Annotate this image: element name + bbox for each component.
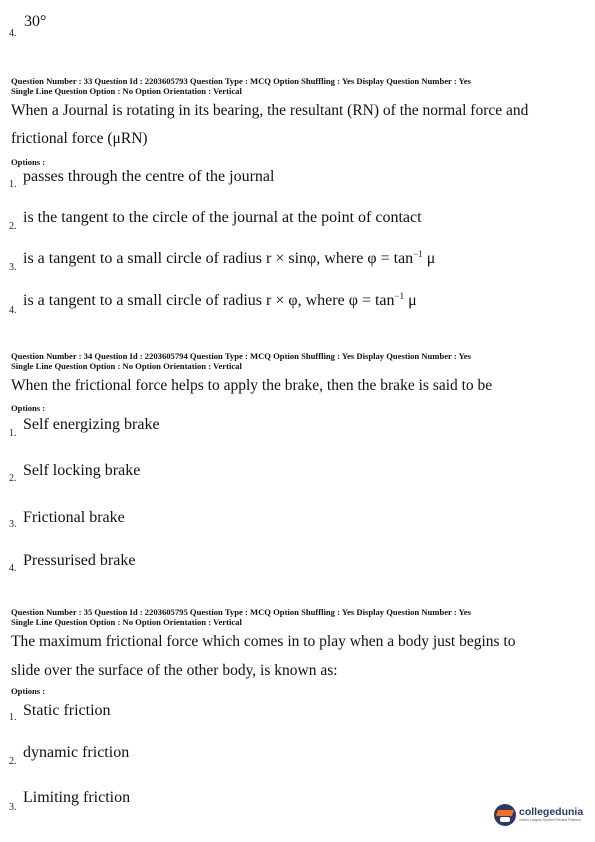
question-text: When a Journal is rotating in its bearing, the resultant (RN) of the normal force and [11, 102, 529, 119]
option-number: 4. [9, 563, 17, 574]
question-text: When the frictional force helps to apply the brake, then the brake is said to be [11, 377, 493, 394]
options-label: Options : [11, 157, 46, 167]
question-meta: Question Number : 34 Question Id : 2203605794 Question Type : MCQ Option Shuffling : Yes Display Question Number : Yes Single Line Question Option : No Option Orientation : Vertical [11, 351, 471, 371]
option-number: 3. [9, 802, 17, 813]
question-text: frictional force (μRN) [11, 130, 148, 147]
option-text: dynamic friction [23, 744, 130, 761]
option-text: Self energizing brake [23, 416, 160, 433]
option-text: 30° [24, 13, 47, 30]
question-text: slide over the surface of the other body, is known as: [11, 662, 338, 679]
option-number: 4. [9, 305, 17, 316]
option-number: 4. [9, 28, 17, 39]
logo-name: collegedunia [519, 806, 584, 818]
option-text: is the tangent to the circle of the journal at the point of contact [23, 209, 422, 226]
collegedunia-logo [494, 804, 583, 826]
option-text: Self locking brake [23, 462, 141, 479]
question-meta: Question Number : 35 Question Id : 2203605795 Question Type : MCQ Option Shuffling : Yes Display Question Number : Yes Single Line Question Option : No Option Orientation : Vertical [11, 607, 471, 627]
option-number: 2. [9, 221, 17, 232]
option-number: 1. [9, 179, 17, 190]
option-number: 1. [9, 712, 17, 723]
option-number: 3. [9, 519, 17, 530]
option-text: passes through the centre of the journal [23, 168, 275, 185]
question-text: The maximum frictional force which comes in to play when a body just begins to [11, 633, 516, 650]
option-number: 3. [9, 262, 17, 273]
question-meta: Question Number : 33 Question Id : 2203605793 Question Type : MCQ Option Shuffling : Yes Display Question Number : Yes Single Line Question Option : No Option Orientation : Vertical [11, 76, 471, 96]
options-label: Options : [11, 686, 46, 696]
option-text: Pressurised brake [23, 552, 136, 569]
option-text: Frictional brake [23, 509, 125, 526]
option-text: is a tangent to a small circle of radius r × φ, where $\varphi = \tan^{-1} \mu$ [23, 291, 417, 309]
logo-tagline: India's Largest Student Review Platform [519, 818, 582, 822]
option-text: Static friction [23, 702, 111, 719]
options-label: Options : [11, 403, 46, 413]
option-number: 2. [9, 756, 17, 767]
option-text: is a tangent to a small circle of radius r × sinφ, where $\varphi = \tan^{-1} \mu$ [23, 249, 436, 267]
graduation-cap-icon [494, 804, 516, 826]
option-number: 1. [9, 428, 17, 439]
option-number: 2. [9, 473, 17, 484]
option-text: Limiting friction [23, 789, 131, 806]
